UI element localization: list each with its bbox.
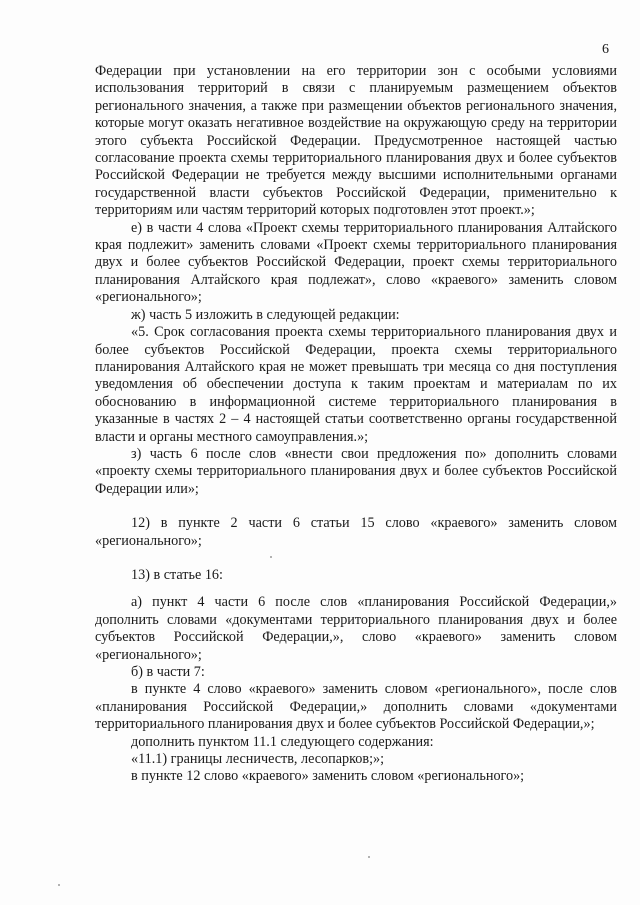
paragraph-point-4-change: в пункте 4 слово «краевого» заменить словом «регионального», после слов «планирования Российской Федерации,» дополнить словами «документами территориального планирования двух и более субъектов Российской Федерации,»;	[95, 681, 617, 733]
scan-speck	[270, 556, 272, 558]
paragraph-quote-11-1: «11.1) границы лесничеств, лесопарков;»;	[131, 751, 385, 768]
scan-speck	[58, 884, 60, 886]
spacer	[95, 550, 617, 567]
scan-speck	[368, 856, 370, 858]
paragraph-item-b: б) в части 7:	[131, 664, 205, 680]
paragraph-point-12-change: в пункте 12 слово «краевого» заменить словом «регионального»;	[131, 768, 525, 785]
spacer	[95, 498, 617, 515]
paragraph-continuation: Федерации при установлении на его территории зон с особыми условиями использования территорий в связи с планируемым размещением объектов регионального значения, а также при размещении объектов регионального значения, которые могут оказать негативное воздействие на окружающую среду на территории этого субъекта Российской Федерации. Предусмотренное настоящей частью согласование проекта схемы территориального планирования двух и более субъектов Российской Федерации не требуется между высшими исполнительными органами государственной власти субъектов Российской Федерации, применительно к территориям или частям территорий которых подготовлен этот проект.»;	[95, 63, 617, 219]
paragraph-item-zh: ж) часть 5 изложить в следующей редакции:	[131, 306, 400, 323]
page-number: 6	[602, 42, 609, 57]
document-body	[95, 63, 617, 786]
paragraph-item-z: з) часть 6 после слов «внести свои предложения по» дополнить словами «проекту схемы территориального планирования двух и более субъектов Российской Федерации или»;	[95, 445, 617, 497]
paragraph-quote-part-5: «5. Срок согласования проекта схемы территориального планирования двух и более субъектов Российской Федерации, проекта схемы территориального планирования Алтайского края не может превышать три месяца со дня поступления уведомления об обеспечении доступа к таким проектам и материалам по их обоснованию в информационной системе территориального планирования в указанные в частях 2 – 4 настоящей статьи соответственно органы государственной власти и органы местного самоуправления.»;	[95, 324, 617, 445]
paragraph-add-point-11-1: дополнить пунктом 11.1 следующего содержания:	[131, 733, 434, 750]
paragraph-item-a: а) пункт 4 части 6 после слов «планирования Российской Федерации,» дополнить словами «документами территориального планирования двух и более субъектов Российской Федерации,», слово «краевого» заменить словом «регионального»;	[95, 594, 617, 663]
paragraph-item-e: е) в части 4 слова «Проект схемы территориального планирования Алтайского края подлежит» заменить словами «Проект схемы территориального планирования двух и более субъектов Российской Федерации, проект схемы территориального планирования Алтайского края подлежат», слово «краевого» заменить словом «регионального»;	[95, 219, 617, 306]
paragraph-point-12: 12) в пункте 2 части 6 статьи 15 слово «краевого» заменить словом «регионального»;	[95, 515, 617, 549]
paragraph-point-13: 13) в статье 16:	[131, 566, 223, 583]
spacer	[95, 584, 617, 594]
